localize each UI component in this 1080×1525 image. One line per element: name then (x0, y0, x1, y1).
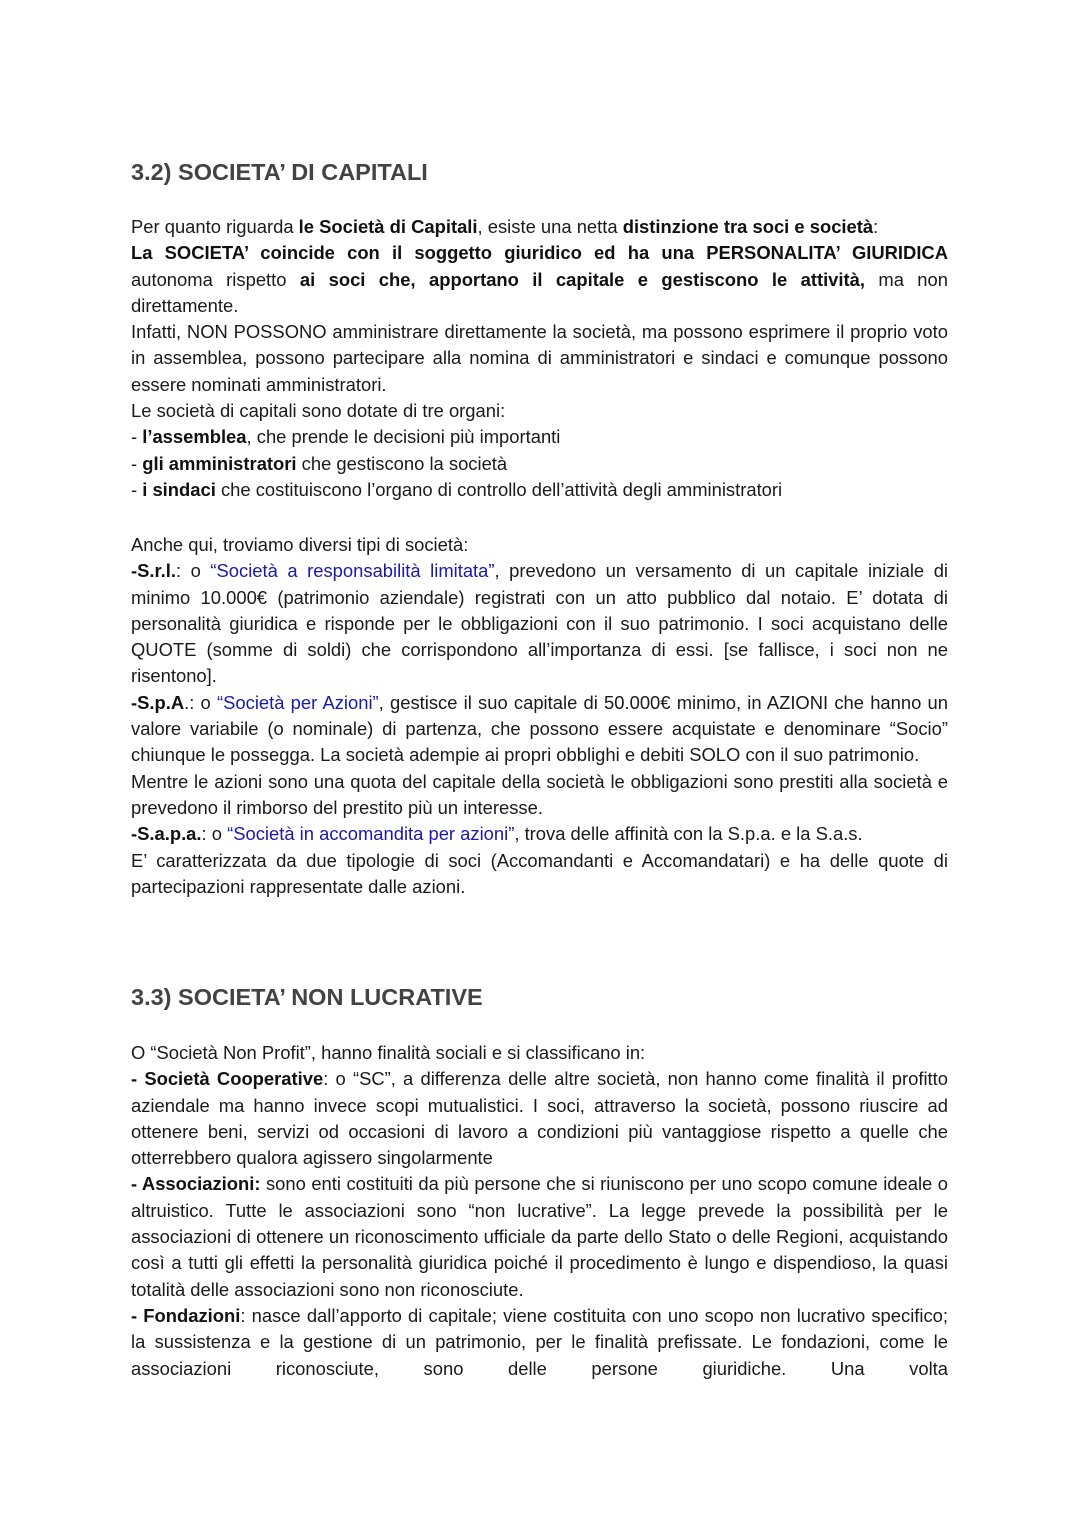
organ-name: l’assemblea (142, 426, 247, 448)
bold-term: ai soci che, apportano il capitale e gestiscono le attività, (299, 268, 865, 290)
organ-item (131, 451, 948, 477)
sapa-paragraph (131, 821, 948, 847)
organ-name: gli amministratori (142, 452, 297, 474)
srl-name: “Società a responsabilità limitata” (210, 560, 495, 582)
text: .: o (184, 691, 217, 713)
section-heading-capitali: 3.2) SOCIETA’ DI CAPITALI (131, 159, 428, 185)
non-profit-intro: O “Società Non Profit”, hanno finalità sociali e si classificano in: (131, 1042, 646, 1063)
intro-paragraph (131, 214, 948, 240)
spa-abbr: -S.p.A (131, 691, 185, 713)
text: : o (201, 823, 228, 845)
sapa-detail: E’ caratterizzata da due tipologie di soci (Accomandanti e Accomandatari) e ha delle quote di partecipazioni rappresentate dalle azioni. (131, 849, 948, 897)
text: : (873, 216, 879, 237)
personality-paragraph (131, 240, 948, 319)
spa-name: “Società per Azioni” (217, 691, 379, 713)
srl-description: , prevedono un versamento di un capitale iniziale di minimo 10.000€ (patrimonio aziendale) registrati con un atto pubblico dal notaio. E’ dotata di personalità giuridica e risponde per le obbligazioni con il suo patrimonio. I soci acquistano delle QUOTE (somme di soldi) che corrispondono all’importanza di essi. [se fallisce, i soci non ne risentono]. (131, 560, 949, 687)
dash: - (131, 426, 143, 448)
srl-paragraph (131, 558, 948, 689)
organ-description: che gestiscono la società (296, 452, 508, 474)
non-profit-item (131, 1171, 948, 1302)
item-description: : nasce dall’apporto di capitale; viene costituita con uno scopo non lucrativo specifico; la sussistenza e la gestione di un patrimonio, per le finalità prefissate. Le fondazioni, come le associazioni riconosciute, sono delle persone giuridiche. Una volta (131, 1304, 949, 1379)
organ-description: , che prende le decisioni più importanti (246, 426, 561, 448)
section-heading-non-lucrative: 3.3) SOCIETA’ NON LUCRATIVE (131, 984, 483, 1010)
non-profit-item (131, 1303, 948, 1382)
company-types (131, 532, 948, 900)
text: , esiste una netta (477, 216, 623, 237)
item-description: sono enti costituiti da più persone che si riuniscono per uno scopo comune ideale o altruistico. Tutte le associazioni sono “non lucrative”. La legge prevede la possibilità per le associazioni di ottenere un riconoscimento ufficiale da parte dello Stato o delle Regioni, acquistando così a tutti gli effetti la personalità giuridica poiché il procedimento è lungo e dispendioso, la quasi totalità delle associazioni sono non riconosciute. (131, 1173, 948, 1300)
section-capitali-body (131, 214, 948, 503)
bold-term: le Società di Capitali (298, 216, 478, 237)
dash: - (131, 452, 143, 474)
organ-item (131, 477, 948, 503)
text: ma non direttamente. (131, 268, 948, 316)
sapa-abbr: -S.a.p.a. (131, 823, 202, 845)
text: Per quanto riguarda (131, 216, 299, 237)
item-title: - Associazioni: (131, 1173, 261, 1195)
organ-item (131, 424, 948, 450)
spa-description: , gestisce il suo capitale di 50.000€ minimo, in AZIONI che hanno un valore variabile (o nominale) di partenza, che possono essere acquistate e denominare “Socio” chiunque le possegga. La società adempie ai propri obblighi e debiti SOLO con il suo patrimonio. (131, 691, 948, 766)
organ-description: che costituiscono l’organo di controllo dell’attività degli amministratori (215, 478, 783, 500)
section-non-lucrative-body (131, 1040, 948, 1382)
text: : o (175, 560, 211, 582)
bold-statement: La SOCIETA’ coincide con il soggetto giuridico ed ha una PERSONALITA’ GIURIDICA (131, 242, 948, 264)
sapa-name: “Società in accomandita per azioni” (227, 823, 515, 845)
organ-name: i sindaci (142, 478, 216, 500)
item-title: - Società Cooperative (131, 1068, 324, 1090)
non-profit-item (131, 1066, 948, 1171)
text: autonoma rispetto (131, 268, 300, 290)
organs-intro: Le società di capitali sono dotate di tre organi: (131, 400, 506, 422)
azioni-note: Mentre le azioni sono una quota del capitale della società le obbligazioni sono prestiti alla società e prevedono il rimborso del prestito più un interesse. (131, 770, 948, 818)
dash: - (131, 478, 143, 500)
spa-paragraph (131, 690, 948, 769)
item-description: : o “SC”, a differenza delle altre società, non hanno come finalità il profitto aziendale ma hanno invece scopi mutualistici. I soci, attraverso la società, possono riuscire ad ottenere beni, servizi od occasioni di lavoro a condizioni più vantaggiose rispetto a quelle che otterrebbero qualora agissero singolarmente (131, 1068, 949, 1169)
types-intro: Anche qui, troviamo diversi tipi di società: (131, 534, 469, 555)
bold-term: distinzione tra soci e società (622, 216, 874, 237)
infatti-paragraph: Infatti, NON POSSONO amministrare direttamente la società, ma possono esprimere il proprio voto in assemblea, possono partecipare alla nomina di amministratori e sindaci e comunque possono essere nominati amministratori. (131, 321, 948, 395)
item-title: - Fondazioni (131, 1304, 241, 1326)
sapa-description: , trova delle affinità con la S.p.a. e la S.a.s. (514, 823, 863, 845)
srl-abbr: -S.r.l. (131, 560, 176, 582)
